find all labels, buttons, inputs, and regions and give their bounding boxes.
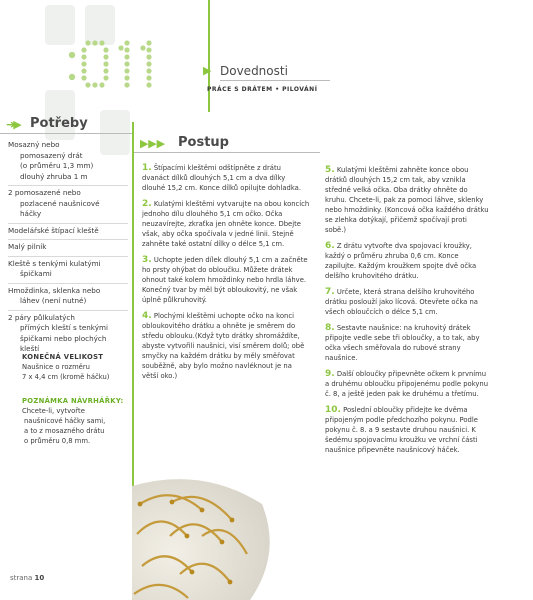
step-5: 5. Kulatými kleštěmi zahněte konce obou drátků dlouhých 15,2 cm tak, aby vznikla středně velká očka. Oba drátky ohněte do kruhu. Chcete-li, pak za pomoci láhve, sklenky nebo hmoždinky. (Koncová očka každého drátku se zlehka dotýkají, přičemž spočívají proti sobě.) xyxy=(325,165,489,234)
triple-arrow-icon: ▶ ▶ ▶ xyxy=(140,137,164,150)
earring-photo xyxy=(132,474,272,600)
step-8: 8. Sestavte naušnice: na kruhovitý drátek připojte vedle sebe tři obloučky, a to tak, aby očka všech směřovala do rubové strany naušnice. xyxy=(325,323,480,362)
needs-underline xyxy=(0,133,132,134)
step-1: 1. Štípacími kleštěmi odštípněte z drátu dvanáct dílků dlouhých 5,1 cm a dva dílky dlouhé 15,2 cm. Konce dílků opilujte dohladka. xyxy=(142,163,301,192)
step-6: 6. Z drátu vytvořte dva spojovací kroužky, každý o průměru zhruba 0,6 cm. Konce zapilujte. Každým kroužkem spojte dvě očka delšího kruhovitého drátku. xyxy=(325,241,477,280)
steps-title: Postup xyxy=(178,135,229,150)
steps-column-left xyxy=(142,163,310,387)
section-title: Dovednosti xyxy=(220,64,288,78)
step-10: 10. Poslední obloučky přidejte ke dvěma připojeným podle předchozího pokynu. Podle pokynu č. 8. a 9 sestavte druhou naušnici. K šedému spojovacímu kroužku ve vrchní části naušnice připevněte naušnicový háček. xyxy=(325,405,478,454)
needs-item: Modelářské štípací kleště xyxy=(8,224,128,241)
double-arrow-icon: ➜▶ xyxy=(6,118,20,131)
arrow-right-icon: ▶ xyxy=(203,64,212,77)
needs-item: 2 páry půlkulatých přímých kleští s tenkými špičkami nebo plochých kleští xyxy=(8,312,108,353)
needs-item: Malý pilník xyxy=(8,240,128,257)
header-divider xyxy=(208,0,210,112)
final-size: KONEČNÁ VELIKOST Naušnice o rozměru 7 x 4,4 cm (kromě háčku) xyxy=(22,353,110,381)
step-3: 3. Uchopte jeden dílek dlouhý 5,1 cm a začněte ho prsty ohýbat do obloučku. Můžete drátek ohnout také kolem hmoždinky nebo hrdla láhve. Konečný tvar by měl být obloukovitý, ne však úplně půlkruhovitý. xyxy=(142,255,308,304)
step-9: 9. Další obloučky připevněte očkem k prvnímu a druhému obloučku připojenému podle pokynu č. 8, a ještě jeden pak ke druhému a třetímu. xyxy=(325,369,489,398)
section-number xyxy=(66,35,162,95)
needs-item: Hmoždinka, sklenka nebo láhev (není nutné) xyxy=(8,284,128,311)
step-7: 7. Určete, která strana delšího kruhovitého drátku poslouží jako lícová. Otevřete očka na všech obloučcích o délce 5,1 cm. xyxy=(325,287,478,316)
steps-underline xyxy=(134,152,320,153)
step-4: 4. Plochými kleštěmi uchopte očko na konci obloukovitého drátku a ohněte je směrem do středu oblouku.(Když tyto drátky shromáždíte, abyste vytvořili naušnici, visí směrem dolů; obě smyčky na každém drátku by měly směřovat souběžně, aby bylo možno navléknout je na větší oko.) xyxy=(142,311,305,380)
needs-item: Kleště s tenkými kulatými špičkami xyxy=(8,257,128,284)
steps-column-right xyxy=(325,165,490,461)
needs-item: Mosazný nebo pomosazený drát (o průměru 1,3 mm) dlouhý zhruba 1 m xyxy=(8,138,128,186)
step-2: 2. Kulatými kleštěmi vytvarujte na obou koncích jednoho dílu dlouhého 5,1 cm očko. Očka neuzavírejte, zkraťka jen ohněte konce. Dbejte však, aby očka spočívala v jedné linii. Stejně zahněte také ostatní dílky o délce 5,1 cm. xyxy=(142,199,310,248)
title-underline xyxy=(220,80,330,81)
page-footer: strana 10 xyxy=(10,574,45,582)
designer-note: POZNÁMKA NÁVRHÁŘKY: Chcete-li, vytvořte naušnicové háčky sami, a to z mosazného drátu o průměru 0,8 mm. xyxy=(22,397,124,445)
needs-title: Potřeby xyxy=(30,116,88,131)
needs-list xyxy=(8,138,128,358)
section-subtitle: PRÁCE S DRÁTEM • PILOVÁNÍ xyxy=(207,86,318,93)
needs-item: 2 pomosazené nebo pozlacené naušnicové háčky xyxy=(8,186,128,224)
